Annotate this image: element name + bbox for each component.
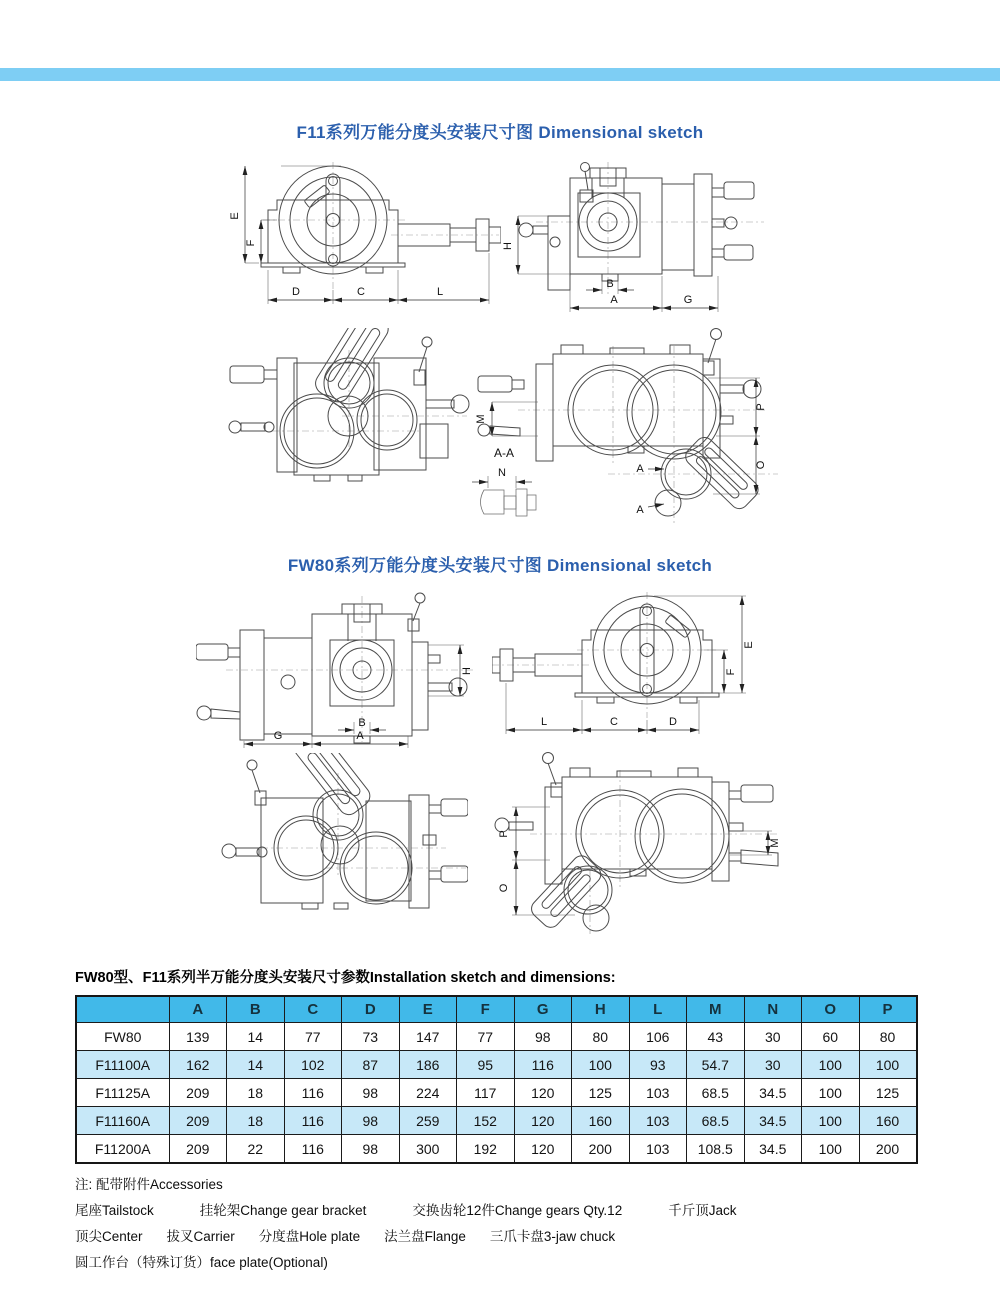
value-cell: 43 xyxy=(687,1023,745,1051)
value-cell: 224 xyxy=(399,1079,457,1107)
dim-label-e: E xyxy=(743,641,755,649)
accessory-item: 分度盘Hole plate xyxy=(258,1229,361,1244)
value-cell: 100 xyxy=(802,1051,860,1079)
dim-label-o: O xyxy=(498,883,510,893)
value-cell: 259 xyxy=(399,1107,457,1135)
col-header: N xyxy=(744,996,802,1023)
cut-label-a-top: A xyxy=(636,463,644,475)
value-cell: 100 xyxy=(859,1051,917,1079)
notes-line-2 xyxy=(75,1199,736,1219)
value-cell: 14 xyxy=(227,1023,285,1051)
section-label-aa: A-A xyxy=(494,446,515,460)
value-cell: 34.5 xyxy=(744,1135,802,1164)
value-cell: 116 xyxy=(284,1107,342,1135)
accessory-item: 法兰盘Flange xyxy=(384,1229,466,1244)
table-header-row xyxy=(76,996,917,1023)
dim-label-b: B xyxy=(358,717,366,729)
dim-label-n: N xyxy=(498,467,506,479)
value-cell: 117 xyxy=(457,1079,515,1107)
dim-label-a: A xyxy=(356,730,364,742)
value-cell: 147 xyxy=(399,1023,457,1051)
value-cell: 68.5 xyxy=(687,1079,745,1107)
value-cell: 120 xyxy=(514,1079,572,1107)
value-cell: 106 xyxy=(629,1023,687,1051)
f11-front-view-drawing xyxy=(488,160,780,322)
table-caption: FW80型、F11系列半万能分度头安装尺寸参数Installation sketch and dimensions: xyxy=(75,970,616,986)
table-row xyxy=(76,1051,917,1079)
col-header: E xyxy=(399,996,457,1023)
accessories-notes xyxy=(75,1173,736,1277)
value-cell: 120 xyxy=(514,1135,572,1164)
value-cell: 103 xyxy=(629,1135,687,1164)
table-row xyxy=(76,1079,917,1107)
value-cell: 209 xyxy=(169,1107,227,1135)
dim-label-h: H xyxy=(461,667,473,675)
value-cell: 98 xyxy=(342,1107,400,1135)
value-cell: 54.7 xyxy=(687,1051,745,1079)
table-row xyxy=(76,1107,917,1135)
dim-label-d: D xyxy=(292,286,300,298)
fw80-section-view-drawing xyxy=(490,752,788,938)
value-cell: 34.5 xyxy=(744,1079,802,1107)
value-cell: 209 xyxy=(169,1079,227,1107)
col-header: D xyxy=(342,996,400,1023)
value-cell: 14 xyxy=(227,1051,285,1079)
value-cell: 102 xyxy=(284,1051,342,1079)
dim-label-o: O xyxy=(755,460,767,470)
value-cell: 87 xyxy=(342,1051,400,1079)
value-cell: 152 xyxy=(457,1107,515,1135)
value-cell: 30 xyxy=(744,1023,802,1051)
fw80-front-view-drawing xyxy=(196,592,484,750)
f11-section-view-drawing xyxy=(458,326,794,528)
table-corner-cell xyxy=(76,996,169,1023)
dim-label-l: L xyxy=(540,716,548,728)
dim-label-d: D xyxy=(669,716,677,728)
dim-label-h: H xyxy=(502,242,514,250)
value-cell: 18 xyxy=(227,1107,285,1135)
value-cell: 98 xyxy=(514,1023,572,1051)
value-cell: 100 xyxy=(572,1051,630,1079)
accessory-item: 交换齿轮12件Change gears Qty.12 xyxy=(412,1203,623,1218)
dim-label-c: C xyxy=(357,286,365,298)
col-header: C xyxy=(284,996,342,1023)
dim-label-f: F xyxy=(245,239,257,247)
value-cell: 192 xyxy=(457,1135,515,1164)
f11-change-gear-drawing xyxy=(222,328,470,486)
col-header: H xyxy=(572,996,630,1023)
value-cell: 160 xyxy=(572,1107,630,1135)
f11-side-view-drawing xyxy=(193,158,501,322)
value-cell: 200 xyxy=(859,1135,917,1164)
col-header: M xyxy=(687,996,745,1023)
value-cell: 186 xyxy=(399,1051,457,1079)
value-cell: 68.5 xyxy=(687,1107,745,1135)
value-cell: 98 xyxy=(342,1079,400,1107)
value-cell: 116 xyxy=(514,1051,572,1079)
value-cell: 73 xyxy=(342,1023,400,1051)
dim-label-c: C xyxy=(610,716,618,728)
f11-section-title: F11系列万能分度头安装尺寸图 Dimensional sketch xyxy=(296,123,704,142)
dim-label-m: M xyxy=(475,414,487,424)
col-header: L xyxy=(629,996,687,1023)
dim-label-a: A xyxy=(610,294,618,306)
value-cell: 60 xyxy=(802,1023,860,1051)
dim-label-b: B xyxy=(606,278,614,290)
value-cell: 160 xyxy=(859,1107,917,1135)
accessory-item: 拔叉Carrier xyxy=(166,1229,235,1244)
col-header: G xyxy=(514,996,572,1023)
col-header: P xyxy=(859,996,917,1023)
value-cell: 103 xyxy=(629,1107,687,1135)
dim-label-e: E xyxy=(229,212,241,220)
dim-label-p: P xyxy=(498,830,510,838)
model-cell: F11125A xyxy=(76,1079,169,1107)
model-cell: FW80 xyxy=(76,1023,169,1051)
value-cell: 30 xyxy=(744,1051,802,1079)
model-cell: F11160A xyxy=(76,1107,169,1135)
value-cell: 125 xyxy=(859,1079,917,1107)
accessory-item: 千斤顶Jack xyxy=(668,1203,737,1218)
value-cell: 93 xyxy=(629,1051,687,1079)
value-cell: 125 xyxy=(572,1079,630,1107)
value-cell: 98 xyxy=(342,1135,400,1164)
value-cell: 116 xyxy=(284,1079,342,1107)
fw80-change-gear-drawing xyxy=(216,753,468,921)
dim-label-l: L xyxy=(436,286,444,298)
value-cell: 108.5 xyxy=(687,1135,745,1164)
accessory-item: 三爪卡盘3-jaw chuck xyxy=(489,1229,616,1244)
value-cell: 80 xyxy=(572,1023,630,1051)
notes-line-4: 圆工作台（特殊订货）face plate(Optional) xyxy=(75,1255,328,1270)
top-accent-bar xyxy=(0,68,1000,81)
value-cell: 80 xyxy=(859,1023,917,1051)
value-cell: 103 xyxy=(629,1079,687,1107)
dim-label-m: M xyxy=(769,838,781,848)
notes-heading: 注: 配带附件Accessories xyxy=(75,1177,223,1192)
value-cell: 22 xyxy=(227,1135,285,1164)
table-row xyxy=(76,1023,917,1051)
accessory-item: 顶尖Center xyxy=(75,1229,143,1244)
accessory-item: 尾座Tailstock xyxy=(75,1203,154,1218)
value-cell: 116 xyxy=(284,1135,342,1164)
dim-label-g: G xyxy=(273,730,283,742)
value-cell: 95 xyxy=(457,1051,515,1079)
notes-line-3 xyxy=(75,1225,736,1245)
table-row xyxy=(76,1135,917,1164)
col-header: A xyxy=(169,996,227,1023)
value-cell: 77 xyxy=(457,1023,515,1051)
col-header: O xyxy=(802,996,860,1023)
col-header: B xyxy=(227,996,285,1023)
value-cell: 120 xyxy=(514,1107,572,1135)
value-cell: 18 xyxy=(227,1079,285,1107)
value-cell: 139 xyxy=(169,1023,227,1051)
dim-label-f: F xyxy=(725,668,737,676)
value-cell: 209 xyxy=(169,1135,227,1164)
dim-label-g: G xyxy=(683,294,693,306)
model-cell: F11100A xyxy=(76,1051,169,1079)
value-cell: 77 xyxy=(284,1023,342,1051)
value-cell: 200 xyxy=(572,1135,630,1164)
dimensions-table xyxy=(75,995,918,1164)
value-cell: 100 xyxy=(802,1107,860,1135)
value-cell: 300 xyxy=(399,1135,457,1164)
accessory-item: 挂轮架Change gear bracket xyxy=(199,1203,367,1218)
value-cell: 162 xyxy=(169,1051,227,1079)
col-header: F xyxy=(457,996,515,1023)
fw80-side-view-drawing xyxy=(492,588,770,750)
value-cell: 100 xyxy=(802,1135,860,1164)
model-cell: F11200A xyxy=(76,1135,169,1164)
cut-label-a-bottom: A xyxy=(636,504,644,516)
value-cell: 34.5 xyxy=(744,1107,802,1135)
value-cell: 100 xyxy=(802,1079,860,1107)
dim-label-p: P xyxy=(755,403,767,411)
fw80-section-title: FW80系列万能分度头安装尺寸图 Dimensional sketch xyxy=(287,556,713,575)
